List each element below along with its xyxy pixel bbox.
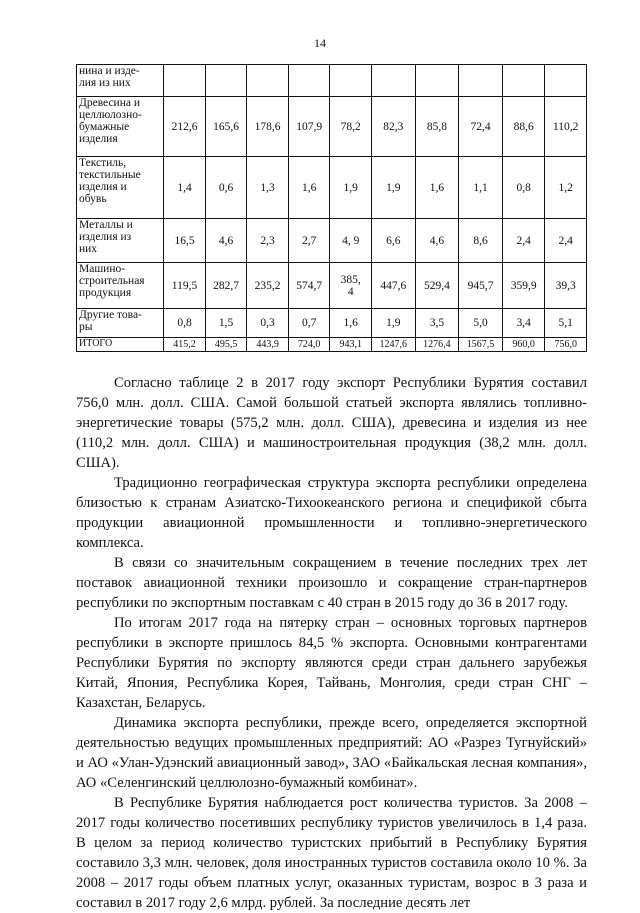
table-cell: 82,3 — [371, 97, 415, 157]
table-cell: 529,4 — [415, 263, 459, 309]
table-cell: 960,0 — [502, 338, 545, 352]
table-cell: 2,7 — [288, 219, 330, 263]
table-cell: 78,2 — [330, 97, 372, 157]
table-cell: 415,2 — [164, 338, 206, 352]
paragraph: Динамика экспорта республики, прежде всего, определяется экспортной деятельностью ведущих промышленных предприятий: АО «Разрез Тугнуйский» и АО «Улан-Удэнский авиационный завод», ЗАО «Байкальская лесная компания», АО «Селенгинский целлюлозно-бумажный комбинат». — [76, 715, 587, 791]
table-cell: 0,7 — [288, 309, 330, 338]
table-cell — [502, 65, 545, 97]
table-cell: 0,3 — [247, 309, 289, 338]
table-cell: 1,3 — [247, 157, 289, 219]
table-cell: 16,5 — [164, 219, 206, 263]
table-cell: 8,6 — [459, 219, 503, 263]
table-cell: 1276,4 — [415, 338, 459, 352]
paragraph: В связи со значительным сокращением в течение последних трех лет поставок авиационной техники произошло и сокращение стран-партнеров республики по экспортным поставкам с 40 стран в 2015 году до 36 в 2017 году. — [76, 555, 587, 611]
table-cell: 0,8 — [164, 309, 206, 338]
text-body — [76, 373, 587, 913]
paragraph: В Республике Бурятия наблюдается рост количества туристов. За 2008 – 2017 годы количество посетивших республику туристов увеличилось в 1,4 раза. В целом за период количество туристских прибытий в Республику Бурятия составило 3,3 млн. человек, доля иностранных туристов составила около 10 %. За 2008 – 2017 годы объем платных услуг, оказанных туристам, возрос в 3 раза и составил в 2017 году 2,6 млрд. рублей. За последние десять лет — [76, 795, 587, 911]
table-cell: 1,2 — [545, 157, 587, 219]
table-cell: 359,9 — [502, 263, 545, 309]
table-cell: 0,6 — [205, 157, 247, 219]
table-row — [77, 309, 587, 338]
table-cell: 1,9 — [371, 309, 415, 338]
paragraph: По итогам 2017 года на пятерку стран – основных торговых партнеров республики в экспорте пришлось 84,5 % экспорта. Основными контрагентами Республики Бурятия по экспорту являются среди стран дальнего зарубежья Китай, Япония, Республика Корея, Тайвань, Монголия, среди стран СНГ – Казахстан, Беларусь. — [76, 615, 587, 711]
table-cell: 1567,5 — [459, 338, 503, 352]
table-row — [77, 263, 587, 309]
table-cell: 2,4 — [545, 219, 587, 263]
table-cell: 1,9 — [330, 157, 372, 219]
table-cell — [415, 65, 459, 97]
table-cell: 4, 9 — [330, 219, 372, 263]
table-cell: 85,8 — [415, 97, 459, 157]
table-row — [77, 338, 587, 352]
table-cell: 1247,6 — [371, 338, 415, 352]
table-cell: 1,6 — [415, 157, 459, 219]
table-cell — [330, 65, 372, 97]
row-label: нина и изде- лия из них — [77, 65, 164, 97]
page-number: 14 — [314, 36, 326, 50]
table-cell: 39,3 — [545, 263, 587, 309]
row-label: Машино- строительная продукция — [77, 263, 164, 309]
table-cell: 4,6 — [205, 219, 247, 263]
table-cell: 1,4 — [164, 157, 206, 219]
table-cell: 1,6 — [288, 157, 330, 219]
table-cell — [164, 65, 206, 97]
table-cell — [205, 65, 247, 97]
table-cell: 1,9 — [371, 157, 415, 219]
table-cell: 756,0 — [545, 338, 587, 352]
table-cell: 574,7 — [288, 263, 330, 309]
export-table — [76, 64, 587, 352]
table-cell: 443,9 — [247, 338, 289, 352]
table-cell: 724,0 — [288, 338, 330, 352]
table-cell: 107,9 — [288, 97, 330, 157]
table-cell: 495,5 — [205, 338, 247, 352]
table-cell: 1,1 — [459, 157, 503, 219]
table-cell: 1,6 — [330, 309, 372, 338]
paragraph: Традиционно географическая структура экспорта республики определена близостью к странам Азиатско-Тихоокеанского региона и спецификой сбыта продукции авиационной промышленности и топливно-энергетического комплекса. — [76, 475, 587, 551]
table-cell: 385, 4 — [330, 263, 372, 309]
table-row — [77, 157, 587, 219]
table-cell: 2,4 — [502, 219, 545, 263]
paragraph: Согласно таблице 2 в 2017 году экспорт Республики Бурятия составил 756,0 млн. долл. США. Самой большой статьей экспорта являлись топливно-энергетические товары (575,2 млн. долл. США), древесина и изделия из нее (110,2 млн. долл. США) и машиностроительная продукция (38,2 млн. долл. США). — [76, 375, 587, 471]
table-cell: 178,6 — [247, 97, 289, 157]
table-cell: 110,2 — [545, 97, 587, 157]
table-cell: 0,8 — [502, 157, 545, 219]
table-cell: 165,6 — [205, 97, 247, 157]
table-cell: 1,5 — [205, 309, 247, 338]
table-cell — [288, 65, 330, 97]
table-cell: 5,0 — [459, 309, 503, 338]
table-cell — [247, 65, 289, 97]
table-cell: 235,2 — [247, 263, 289, 309]
table-cell — [371, 65, 415, 97]
row-label: Другие това- ры — [77, 309, 164, 338]
table-row — [77, 219, 587, 263]
table-row — [77, 97, 587, 157]
table-cell — [459, 65, 503, 97]
row-label: Текстиль, текстильные изделия и обувь — [77, 157, 164, 219]
table-cell: 282,7 — [205, 263, 247, 309]
table-cell: 2,3 — [247, 219, 289, 263]
table-cell: 3,4 — [502, 309, 545, 338]
row-label: Древесина и целлюлозно- бумажные изделия — [77, 97, 164, 157]
table-cell: 119,5 — [164, 263, 206, 309]
row-label: ИТОГО — [77, 338, 164, 352]
table-cell: 88,6 — [502, 97, 545, 157]
table-cell: 943,1 — [330, 338, 372, 352]
table-cell: 3,5 — [415, 309, 459, 338]
table-cell: 945,7 — [459, 263, 503, 309]
table-cell: 5,1 — [545, 309, 587, 338]
table-cell: 212,6 — [164, 97, 206, 157]
table-cell: 447,6 — [371, 263, 415, 309]
table-cell — [545, 65, 587, 97]
table-cell: 4,6 — [415, 219, 459, 263]
table-row — [77, 65, 587, 97]
table-cell: 6,6 — [371, 219, 415, 263]
row-label: Металлы и изделия из них — [77, 219, 164, 263]
table-cell: 72,4 — [459, 97, 503, 157]
